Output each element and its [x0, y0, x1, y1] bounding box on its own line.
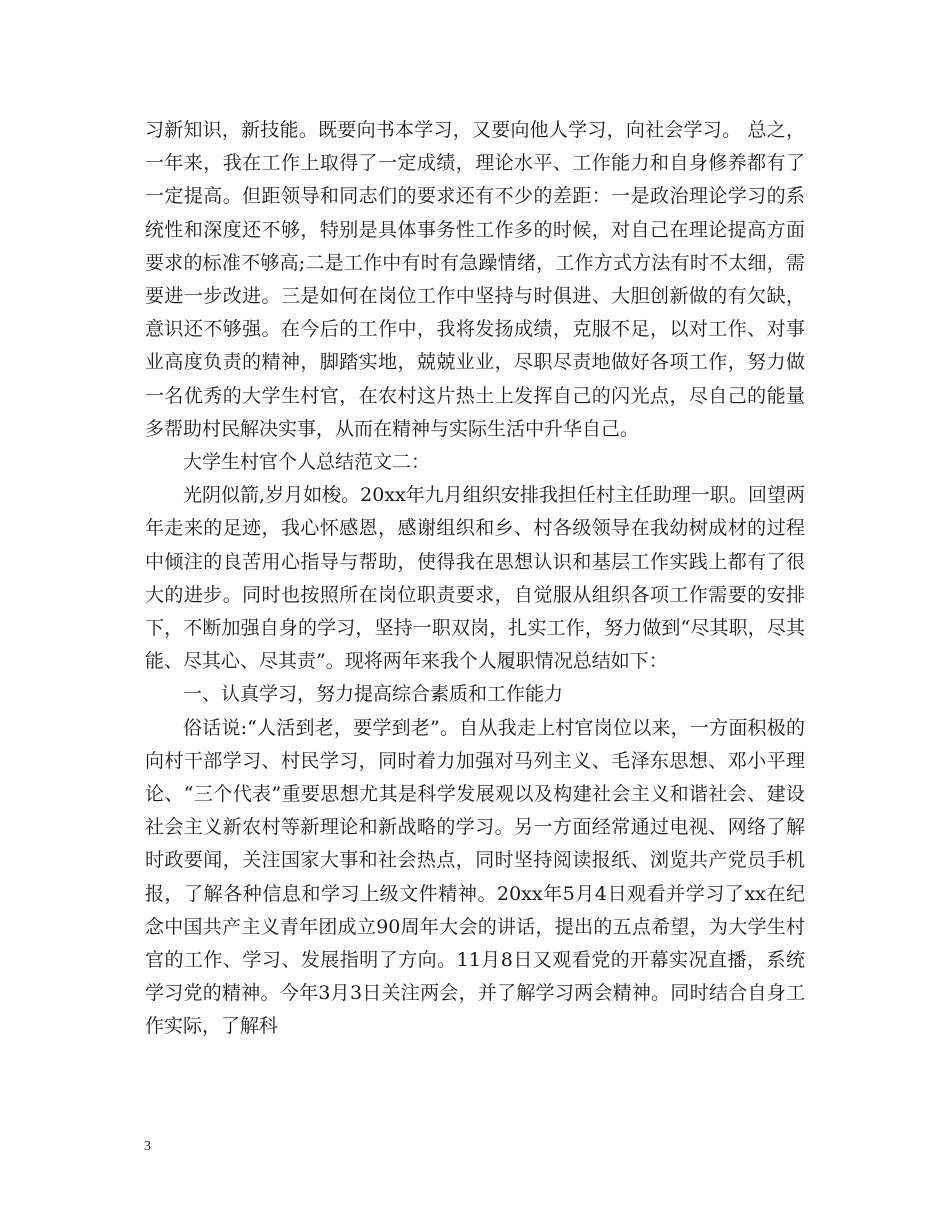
- paragraph-continuation: 习新知识，新技能。既要向书本学习，又要向他人学习，向社会学习。 总之，一年来，我在工作上取得了一定成绩，理论水平、工作能力和自身修养都有了一定提高。但距领导和同志们的要求还有不少的差距：一是政治理论学习的系统性和深度还不够，特别是具体事务性工作多的时候，对自己在理论提高方面要求的标准不够高;二是工作中有时有急躁情绪，工作方式方法有时不太细，需要进一步改进。三是如何在岗位工作中坚持与时俱进、大胆创新做的有欠缺，意识还不够强。在今后的工作中，我将发扬成绩，克服不足，以对工作、对事业高度负责的精神，脚踏实地，兢兢业业，尽职尽责地做好各项工作，努力做一名优秀的大学生村官，在农村这片热土上发挥自己的闪光点，尽自己的能量多帮助村民解决实事，从而在精神与实际生活中升华自己。: [145, 119, 805, 440]
- page-number: 3: [144, 1139, 151, 1154]
- paragraph-study: 俗话说:“人活到老，要学到老”。自从我走上村官岗位以来，一方面积极的向村干部学习、村民学习，同时着力加强对马列主义、毛泽东思想、邓小平理论、“三个代表”重要思想尤其是科学发展观以及构建社会主义和谐社会、建设社会主义新农村等新理论和新战略的学习。另一方面经常通过电视、网络了解时政要闻，关注国家大事和社会热点，同时坚持阅读报纸、浏览共产党员手机报，了解各种信息和学习上级文件精神。20xx年5月4日观看并学习了xx在纪念中国共产主义青年团成立90周年大会的讲话，提出的五点希望，为大学生村官的工作、学习、发展指明了方向。11月8日又观看党的开幕实况直播，系统学习党的精神。今年3月3日关注两会，并了解学习两会精神。同时结合自身工作实际，了解科: [145, 716, 805, 1038]
- paragraph-intro: 光阴似箭,岁月如梭。20xx年九月组织安排我担任村主任助理一职。回望两年走来的足迹，我心怀感恩，感谢组织和乡、村各级领导在我幼树成材的过程中倾注的良苦用心指导与帮助，使得我在思想认识和基层工作实践上都有了很大的进步。同时也按照所在岗位职责要求，自觉服从组织各项工作需要的安排下，不断加强自身的学习，坚持一职双岗，扎实工作，努力做到“尽其职，尽其能、尽其心、尽其责”。现将两年来我个人履职情况总结如下：: [145, 484, 805, 673]
- section-heading-study: 一、认真学习，努力提高综合素质和工作能力: [183, 683, 564, 706]
- document-body: [145, 114, 805, 1044]
- section-heading-sample-two: 大学生村官个人总结范文二：: [183, 451, 431, 474]
